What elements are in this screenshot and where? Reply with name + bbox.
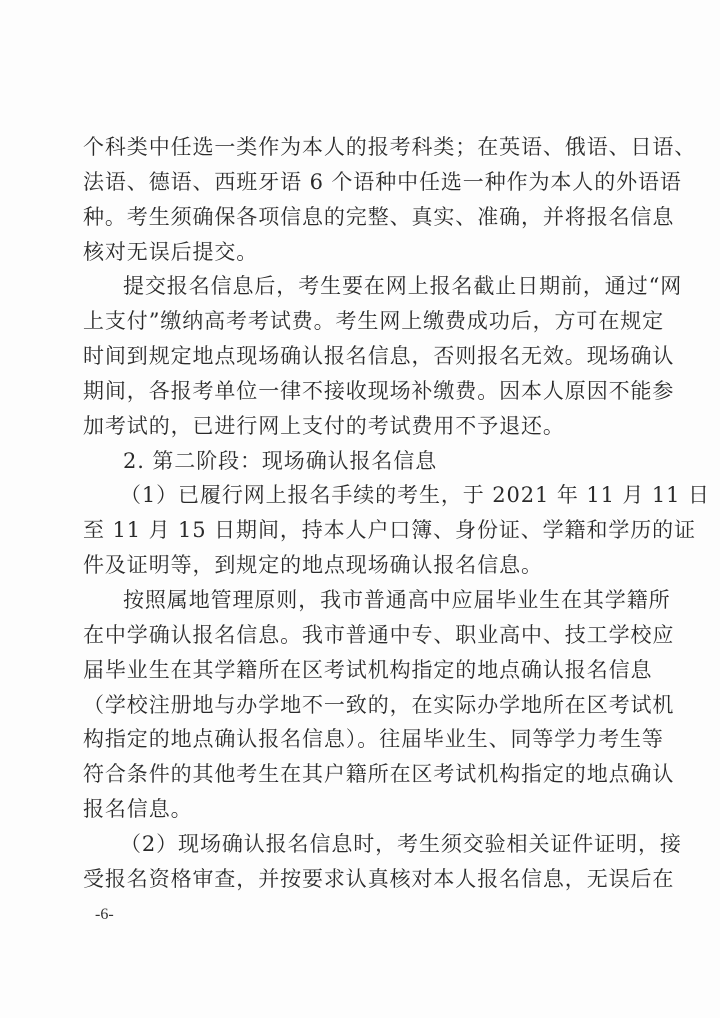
- text-line: 至 11 月 15 日期间，持本人户口簿、身份证、学籍和学历的证: [83, 518, 696, 543]
- text-line: 提交报名信息后，考生要在网上报名截止日期前，通过“网: [123, 274, 683, 299]
- text-line: 加考试的，已进行网上支付的考试费用不予退还。: [83, 413, 565, 438]
- text-line: （1）已履行网上报名手续的考生，于 2021 年 11 月 11 日: [120, 483, 710, 508]
- text-line: 种。考生须确保各项信息的完整、真实、准确，并将报名信息: [83, 204, 675, 229]
- text-line: 受报名资格审查，并按要求认真核对本人报名信息，无误后在: [83, 866, 675, 891]
- text-line: （2）现场确认报名信息时，考生须交验相关证件证明，接: [120, 831, 682, 856]
- text-line: 上支付”缴纳高考考试费。考生网上缴费成功后，方可在规定: [83, 309, 665, 334]
- page-number: -6-: [95, 906, 114, 923]
- text-line: 个科类中任选一类作为本人的报考科类；在英语、俄语、日语、: [83, 135, 697, 159]
- text-line: 核对无误后提交。: [83, 239, 259, 264]
- text-line: 届毕业生在其学籍所在区考试机构指定的地点确认报名信息: [83, 657, 653, 682]
- text-line: 件及证明等，到规定的地点现场确认报名信息。: [83, 553, 543, 578]
- text-line: 构指定的地点确认报名信息）。往届毕业生、同等学力考生等: [83, 727, 664, 752]
- body-text: [83, 130, 710, 897]
- section-heading: 2. 第二阶段：现场确认报名信息: [123, 448, 438, 473]
- text-line: （学校注册地与办学地不一致的，在实际办学地所在区考试机: [83, 692, 675, 717]
- text-line: 在中学确认报名信息。我市普通中专、职业高中、技工学校应: [83, 622, 675, 647]
- text-line: 报名信息。: [83, 797, 193, 822]
- text-line: 按照属地管理原则，我市普通高中应届毕业生在其学籍所: [123, 587, 671, 612]
- text-line: 符合条件的其他考生在其户籍所在区考试机构指定的地点确认: [83, 762, 675, 787]
- text-line: 期间，各报考单位一律不接收现场补缴费。因本人原因不能参: [83, 378, 675, 403]
- text-line: 时间到规定地点现场确认报名信息，否则报名无效。现场确认: [83, 344, 675, 369]
- text-line: 法语、德语、西班牙语 6 个语种中任选一种作为本人的外语语: [83, 169, 682, 194]
